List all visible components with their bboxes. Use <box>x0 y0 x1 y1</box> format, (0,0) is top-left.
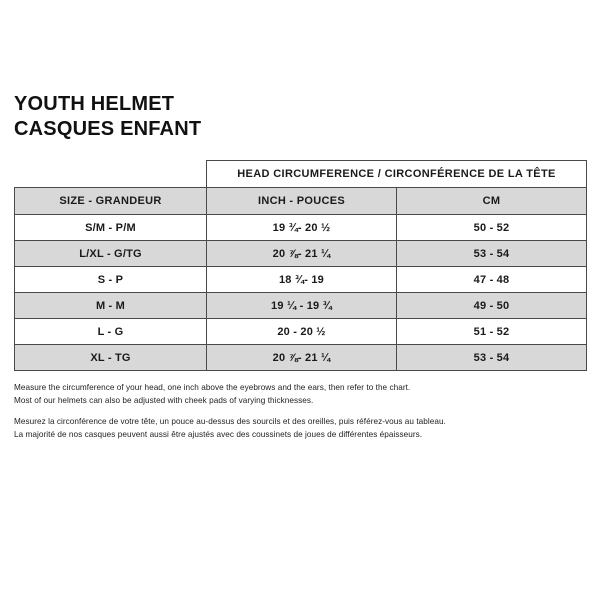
page-title-line-1: YOUTH HELMET <box>14 93 175 115</box>
note-fr-line-2: La majorité de nos casques peuvent aussi être ajustés avec des coussinets de joues de différentes épaisseurs. <box>14 430 423 440</box>
cell-size: L/XL - G/TG <box>15 241 207 267</box>
cell-inch: 19 ¼ - 19 ¾ <box>207 293 397 319</box>
cell-cm: 53 - 54 <box>397 241 587 267</box>
cell-size: XL - TG <box>15 345 207 371</box>
table-row <box>15 267 587 293</box>
cell-size: S - P <box>15 267 207 293</box>
size-chart-table <box>14 160 587 371</box>
empty-corner-cell <box>15 161 207 188</box>
head-circumference-header: HEAD CIRCUMFERENCE / CIRCONFÉRENCE DE LA TÊTE <box>207 161 587 188</box>
table-row <box>15 345 587 371</box>
column-header-cm: CM <box>397 188 587 215</box>
note-en-line-2: Most of our helmets can also be adjusted with cheek pads of varying thicknesses. <box>14 395 314 405</box>
table-row <box>15 215 587 241</box>
cell-cm: 49 - 50 <box>397 293 587 319</box>
cell-cm: 51 - 52 <box>397 319 587 345</box>
cell-inch: 20 ⅞- 21 ¼ <box>207 241 397 267</box>
cell-size: M - M <box>15 293 207 319</box>
page-title <box>14 92 586 142</box>
table-row <box>15 241 587 267</box>
cell-inch: 18 ¾- 19 <box>207 267 397 293</box>
note-en-line-1: Measure the circumference of your head, one inch above the eyebrows and the ears, then refer to the chart. <box>14 383 411 392</box>
cell-inch: 20 - 20 ½ <box>207 319 397 345</box>
page-title-line-2: CASQUES ENFANT <box>14 118 202 140</box>
cell-size: S/M - P/M <box>15 215 207 241</box>
table-column-header-row <box>15 188 587 215</box>
table-row <box>15 319 587 345</box>
table-group-header-row <box>15 161 587 188</box>
column-header-size: SIZE - GRANDEUR <box>15 188 207 215</box>
cell-inch: 19 ¾- 20 ½ <box>207 215 397 241</box>
note-fr-line-1: Mesurez la circonférence de votre tête, un pouce au-dessus des sourcils et des oreilles, puis référez-vous au tableau. <box>14 417 446 427</box>
table-row <box>15 293 587 319</box>
cell-cm: 53 - 54 <box>397 345 587 371</box>
cell-cm: 47 - 48 <box>397 267 587 293</box>
cell-size: L - G <box>15 319 207 345</box>
cell-inch: 20 ⅞- 21 ¼ <box>207 345 397 371</box>
notes-spacer <box>14 407 586 416</box>
cell-cm: 50 - 52 <box>397 215 587 241</box>
instructions-block <box>14 382 586 442</box>
column-header-inch: INCH - POUCES <box>207 188 397 215</box>
